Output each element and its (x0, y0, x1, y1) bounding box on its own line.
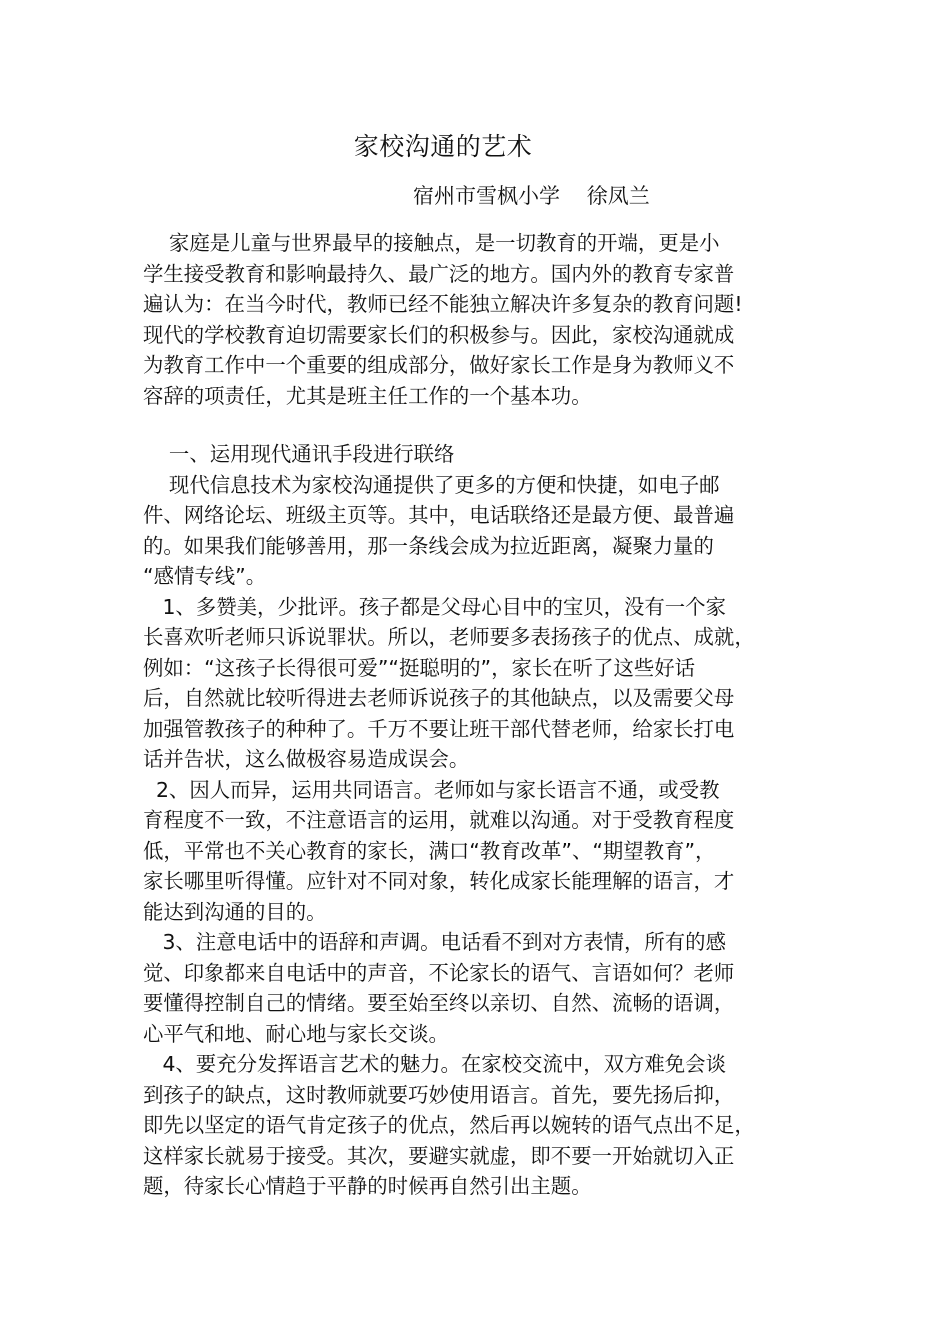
text-line: 这样家长就易于接受。其次，要避实就虚，即不要一开始就切入正 (143, 1143, 735, 1168)
text-line: 家长哪里听得懂。应针对不同对象，转化成家长能理解的语言，才 (143, 869, 735, 893)
document-title: 家校沟通的艺术 (353, 132, 533, 161)
text-line: 学生接受教育和影响最持久、最广泛的地方。国内外的教育专家普 (143, 261, 735, 286)
section1-intro-paragraph (143, 470, 803, 592)
document-body (143, 228, 803, 1202)
text-line: 家庭是儿童与世界最早的接触点，是一切教育的开端，更是小 (143, 231, 720, 255)
text-line: 件、网络论坛、班级主页等。其中，电话联络还是最方便、最普遍 (143, 503, 735, 527)
text-line: 能达到沟通的目的。 (143, 899, 327, 924)
text-line: 3、注意电话中的语辞和声调。电话看不到对方表情，所有的感 (143, 930, 726, 954)
item1-paragraph (143, 592, 803, 775)
item3-paragraph (143, 927, 803, 1049)
text-line: 的。如果我们能够善用，那一条线会成为拉近距离，凝聚力量的 (143, 533, 714, 558)
text-line: 长喜欢听老师只诉说罪状。所以，老师要多表扬孩子的优点、成就， (143, 625, 755, 649)
text-line: 觉、印象都来自电话中的声音，不论家长的语气、言语如何？老师 (143, 960, 735, 985)
text-line: 4、要充分发挥语言艺术的魅力。在家校交流中，双方难免会谈 (143, 1052, 726, 1076)
text-line: 后，自然就比较听得进去老师诉说孩子的其他缺点，以及需要父母 (143, 686, 735, 710)
text-line: 育程度不一致，不注意语言的运用，就难以沟通。对于受教育程度 (143, 808, 735, 832)
text-line: 2、因人而异，运用共同语言。老师如与家长语言不通，或受教 (143, 777, 720, 802)
text-line: 现代的学校教育迫切需要家长们的积极参与。因此，家校沟通就成 (143, 322, 735, 347)
item4-paragraph (143, 1049, 803, 1202)
author-line: 宿州市雪枫小学 徐凤兰 (413, 184, 650, 208)
text-line: 话并告状，这么做极容易造成误会。 (143, 747, 470, 771)
text-line: 低，平常也不关心教育的家长，满口“教育改革”、“期望教育”， (143, 838, 716, 863)
text-line: 要懂得控制自己的情绪。要至始至终以亲切、自然、流畅的语调， (143, 991, 735, 1015)
text-line: 1、多赞美，少批评。孩子都是父母心目中的宝贝，没有一个家 (143, 594, 726, 619)
text-line: 题，待家长心情趋于平静的时候再自然引出主题。 (143, 1174, 592, 1198)
text-line: 容辞的项责任，尤其是班主任工作的一个基本功。 (143, 383, 592, 408)
text-line: 例如：“这孩子长得很可爱”“挺聪明的”，家长在听了这些好话 (143, 655, 696, 680)
text-line: 加强管教孩子的种种了。千万不要让班干部代替老师，给家长打电 (143, 716, 735, 741)
text-line: 为教育工作中一个重要的组成部分，做好家长工作是身为教师义不 (143, 353, 735, 377)
section-heading: 一、运用现代通讯手段进行联络 (143, 442, 455, 466)
text-line: 心平气和地、耐心地与家长交谈。 (143, 1021, 449, 1046)
text-line: 遍认为：在当今时代，教师已经不能独立解决许多复杂的教育问题! (143, 292, 743, 316)
text-line: 现代信息技术为家校沟通提供了更多的方便和快捷，如电子邮 (143, 472, 720, 497)
text-line: “感情专线”。 (143, 564, 267, 588)
intro-paragraph (143, 228, 803, 411)
item2-paragraph (143, 775, 803, 928)
text-line: 到孩子的缺点，这时教师就要巧妙使用语言。首先，要先扬后抑， (143, 1082, 735, 1107)
text-line: 即先以坚定的语气肯定孩子的优点，然后再以婉转的语气点出不足， (143, 1113, 755, 1137)
paragraph-gap (143, 411, 803, 439)
